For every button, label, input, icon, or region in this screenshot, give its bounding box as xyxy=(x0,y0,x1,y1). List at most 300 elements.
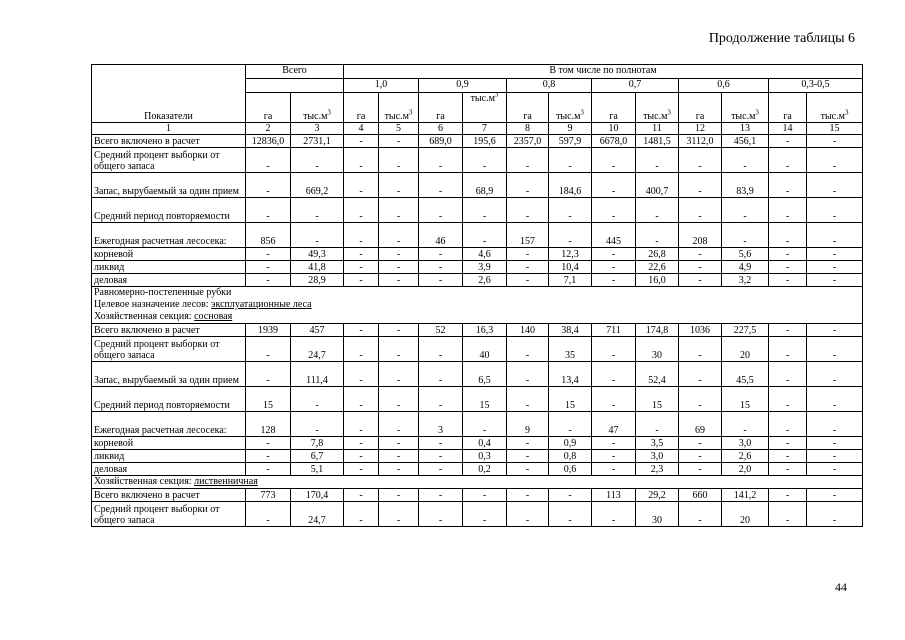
unit-superscript: 3 xyxy=(844,108,849,117)
cell-value: 1939 xyxy=(246,324,291,337)
table-row xyxy=(92,223,863,248)
cell-value: 26,8 xyxy=(636,248,679,261)
cell-value: 3112,0 xyxy=(679,135,722,148)
cell-value: - xyxy=(769,223,807,248)
unit-superscript: 3 xyxy=(408,108,413,117)
cell-value: - xyxy=(419,337,463,362)
cell-value: - xyxy=(769,362,807,387)
cell-value: - xyxy=(344,173,379,198)
cell-value: - xyxy=(679,387,722,412)
unit-ga: га xyxy=(344,93,379,123)
cell-value: 5,6 xyxy=(722,248,769,261)
row-label: деловая xyxy=(92,274,246,287)
row-label: корневой xyxy=(92,437,246,450)
cell-value: 24,7 xyxy=(291,337,344,362)
cell-value: 3,2 xyxy=(722,274,769,287)
cell-value: 3,9 xyxy=(463,261,507,274)
cell-value: 6,5 xyxy=(463,362,507,387)
cell-value: - xyxy=(769,387,807,412)
cell-value: 52 xyxy=(419,324,463,337)
cell-value: - xyxy=(344,148,379,173)
cell-value: 669,2 xyxy=(291,173,344,198)
cell-value: - xyxy=(592,502,636,527)
forest-harvest-table xyxy=(91,64,863,527)
cell-value: - xyxy=(592,173,636,198)
cell-value: - xyxy=(379,437,419,450)
economic-section: Хозяйственная секция: сосновая xyxy=(94,311,233,322)
cell-value: - xyxy=(246,274,291,287)
table-row xyxy=(92,261,863,274)
cell-value: - xyxy=(379,274,419,287)
cell-value: - xyxy=(246,502,291,527)
cell-value: 597,9 xyxy=(549,135,592,148)
cell-value: 2731,1 xyxy=(291,135,344,148)
cell-value: - xyxy=(507,463,549,476)
cell-value: - xyxy=(291,148,344,173)
cell-value: 15 xyxy=(246,387,291,412)
section-heading-row xyxy=(92,287,863,324)
cell-value: - xyxy=(507,173,549,198)
table-row xyxy=(92,450,863,463)
economic-section-value: лиственничная xyxy=(194,476,258,487)
column-number: 4 xyxy=(344,123,379,135)
cell-value: - xyxy=(379,248,419,261)
row-label: Ежегодная расчетная лесосека: xyxy=(92,223,246,248)
cell-value: 2357,0 xyxy=(507,135,549,148)
cell-value: - xyxy=(592,248,636,261)
cell-value: - xyxy=(592,463,636,476)
cell-value: - xyxy=(807,387,863,412)
cell-value: 46 xyxy=(419,223,463,248)
cell-value: 15 xyxy=(463,387,507,412)
cell-value: - xyxy=(679,437,722,450)
cell-value: 29,2 xyxy=(636,489,679,502)
cell-value: 2,6 xyxy=(722,450,769,463)
cell-value: 773 xyxy=(246,489,291,502)
cell-value: 227,5 xyxy=(722,324,769,337)
cell-value: - xyxy=(592,362,636,387)
header-vsego-spacer xyxy=(246,79,344,93)
cell-value: 15 xyxy=(549,387,592,412)
cell-value: 7,8 xyxy=(291,437,344,450)
header-polnota: 0,8 xyxy=(507,79,592,93)
felling-type: Равномерно-постепенные рубки xyxy=(94,287,232,298)
table-row xyxy=(92,489,863,502)
cell-value: - xyxy=(679,502,722,527)
column-number: 8 xyxy=(507,123,549,135)
cell-value: 6,7 xyxy=(291,450,344,463)
cell-value: - xyxy=(592,261,636,274)
unit-tys-m3: $тыс.м^3$ xyxy=(463,93,507,123)
cell-value: - xyxy=(379,324,419,337)
cell-value: - xyxy=(419,248,463,261)
cell-value: - xyxy=(769,489,807,502)
cell-value: 0,2 xyxy=(463,463,507,476)
cell-value: - xyxy=(379,450,419,463)
cell-value: - xyxy=(807,261,863,274)
unit-ga: га xyxy=(592,93,636,123)
cell-value: - xyxy=(291,198,344,223)
column-number: 5 xyxy=(379,123,419,135)
cell-value: - xyxy=(419,274,463,287)
cell-value: - xyxy=(636,198,679,223)
cell-value: - xyxy=(246,173,291,198)
cell-value: 16,3 xyxy=(463,324,507,337)
cell-value: - xyxy=(246,450,291,463)
cell-value: - xyxy=(507,261,549,274)
header-polnota: 1,0 xyxy=(344,79,419,93)
cell-value: 660 xyxy=(679,489,722,502)
row-label: Всего включено в расчет xyxy=(92,489,246,502)
cell-value: 3,0 xyxy=(636,450,679,463)
cell-value: - xyxy=(419,261,463,274)
cell-value: - xyxy=(419,387,463,412)
cell-value: - xyxy=(807,450,863,463)
table-row xyxy=(92,148,863,173)
cell-value: 15 xyxy=(722,387,769,412)
cell-value: 7,1 xyxy=(549,274,592,287)
cell-value: 456,1 xyxy=(722,135,769,148)
cell-value: - xyxy=(592,450,636,463)
cell-value: - xyxy=(769,274,807,287)
table-row xyxy=(92,248,863,261)
cell-value: 45,5 xyxy=(722,362,769,387)
table-row xyxy=(92,412,863,437)
unit-superscript: 3 xyxy=(327,108,331,117)
cell-value: 16,0 xyxy=(636,274,679,287)
row-label: Ежегодная расчетная лесосека: xyxy=(92,412,246,437)
header-polnota: 0,6 xyxy=(679,79,769,93)
cell-value: - xyxy=(679,148,722,173)
cell-value: - xyxy=(769,261,807,274)
section-heading xyxy=(92,476,863,489)
cell-value: - xyxy=(344,223,379,248)
table-row xyxy=(92,274,863,287)
cell-value: - xyxy=(344,337,379,362)
cell-value: - xyxy=(344,198,379,223)
column-number: 14 xyxy=(769,123,807,135)
unit-superscript: 3 xyxy=(494,92,499,99)
unit-tys-m3: $тыс.м^3$ xyxy=(722,93,769,123)
cell-value: 113 xyxy=(592,489,636,502)
cell-value: - xyxy=(419,463,463,476)
table-row xyxy=(92,387,863,412)
cell-value: - xyxy=(636,412,679,437)
cell-value: 30 xyxy=(636,337,679,362)
cell-value: - xyxy=(769,463,807,476)
cell-value: - xyxy=(807,412,863,437)
cell-value: - xyxy=(379,362,419,387)
unit-superscript: 3 xyxy=(755,108,759,117)
cell-value: - xyxy=(769,502,807,527)
cell-value: - xyxy=(769,173,807,198)
column-number: 9 xyxy=(549,123,592,135)
row-label: Запас, вырубаемый за один прием xyxy=(92,362,246,387)
column-number: 6 xyxy=(419,123,463,135)
table-row xyxy=(92,437,863,450)
cell-value: 689,0 xyxy=(419,135,463,148)
cell-value: - xyxy=(344,437,379,450)
cell-value: - xyxy=(463,502,507,527)
column-number: 15 xyxy=(807,123,863,135)
cell-value: - xyxy=(769,324,807,337)
cell-value: - xyxy=(636,148,679,173)
cell-value: - xyxy=(344,248,379,261)
cell-value: - xyxy=(507,198,549,223)
cell-value: - xyxy=(807,437,863,450)
header-polnota: 0,7 xyxy=(592,79,679,93)
cell-value: - xyxy=(419,362,463,387)
cell-value: 4,6 xyxy=(463,248,507,261)
cell-value: - xyxy=(246,437,291,450)
cell-value: 40 xyxy=(463,337,507,362)
forest-purpose: Целевое назначение лесов: эксплуатационные леса xyxy=(94,299,312,310)
cell-value: - xyxy=(807,148,863,173)
cell-value: - xyxy=(549,502,592,527)
cell-value: 457 xyxy=(291,324,344,337)
cell-value: - xyxy=(291,412,344,437)
cell-value: - xyxy=(507,437,549,450)
row-label: Всего включено в расчет xyxy=(92,324,246,337)
cell-value: - xyxy=(246,463,291,476)
cell-value: - xyxy=(807,248,863,261)
cell-value: - xyxy=(507,337,549,362)
cell-value: - xyxy=(246,148,291,173)
cell-value: - xyxy=(679,362,722,387)
cell-value: - xyxy=(636,223,679,248)
column-number: 1 xyxy=(92,123,246,135)
cell-value: - xyxy=(769,148,807,173)
column-number: 2 xyxy=(246,123,291,135)
cell-value: 13,4 xyxy=(549,362,592,387)
cell-value: - xyxy=(592,387,636,412)
cell-value: 0,4 xyxy=(463,437,507,450)
cell-value: 3 xyxy=(419,412,463,437)
cell-value: 195,6 xyxy=(463,135,507,148)
column-number: 3 xyxy=(291,123,344,135)
unit-tys-m3: $тыс.м^3$ xyxy=(291,93,344,123)
cell-value: - xyxy=(592,198,636,223)
cell-value: 208 xyxy=(679,223,722,248)
cell-value: 22,6 xyxy=(636,261,679,274)
cell-value: - xyxy=(463,489,507,502)
cell-value: - xyxy=(722,412,769,437)
row-label: Запас, вырубаемый за один прием xyxy=(92,173,246,198)
cell-value: 3,0 xyxy=(722,437,769,450)
cell-value: - xyxy=(379,489,419,502)
cell-value: 0,8 xyxy=(549,450,592,463)
cell-value: - xyxy=(379,387,419,412)
cell-value: 5,1 xyxy=(291,463,344,476)
cell-value: 68,9 xyxy=(463,173,507,198)
page-number: 44 xyxy=(835,580,847,594)
cell-value: - xyxy=(344,450,379,463)
cell-value: - xyxy=(807,173,863,198)
cell-value: 1481,5 xyxy=(636,135,679,148)
row-label: Средний период повторяемости xyxy=(92,198,246,223)
cell-value: 15 xyxy=(636,387,679,412)
row-label: Средний процент выборки от общего запаса xyxy=(92,148,246,173)
cell-value: 111,4 xyxy=(291,362,344,387)
cell-value: 3,5 xyxy=(636,437,679,450)
cell-value: - xyxy=(344,324,379,337)
cell-value: - xyxy=(246,248,291,261)
cell-value: 157 xyxy=(507,223,549,248)
table-caption: Продолжение таблицы 6 xyxy=(708,31,855,46)
cell-value: 174,8 xyxy=(636,324,679,337)
cell-value: - xyxy=(291,387,344,412)
cell-value: 20 xyxy=(722,337,769,362)
cell-value: - xyxy=(592,337,636,362)
cell-value: - xyxy=(769,198,807,223)
cell-value: - xyxy=(507,362,549,387)
unit-tys-m3: $тыс.м^3$ xyxy=(807,93,863,123)
cell-value: - xyxy=(549,412,592,437)
cell-value: - xyxy=(592,437,636,450)
cell-value: - xyxy=(507,148,549,173)
cell-value: 170,4 xyxy=(291,489,344,502)
unit-tys-m3: $тыс.м^3$ xyxy=(379,93,419,123)
unit-tys-m3: $тыс.м^3$ xyxy=(636,93,679,123)
cell-value: - xyxy=(679,261,722,274)
cell-value: - xyxy=(344,463,379,476)
unit-ga: га xyxy=(507,93,549,123)
cell-value: 9 xyxy=(507,412,549,437)
cell-value: - xyxy=(679,248,722,261)
cell-value: - xyxy=(379,135,419,148)
cell-value: - xyxy=(463,198,507,223)
cell-value: 47 xyxy=(592,412,636,437)
cell-value: - xyxy=(419,173,463,198)
cell-value: - xyxy=(344,412,379,437)
unit-ga: га xyxy=(419,93,463,123)
cell-value: - xyxy=(379,412,419,437)
cell-value: - xyxy=(592,148,636,173)
cell-value: 2,0 xyxy=(722,463,769,476)
row-label: Средний процент выборки от общего запаса xyxy=(92,502,246,527)
cell-value: - xyxy=(507,248,549,261)
economic-section-value: сосновая xyxy=(194,311,233,322)
row-label: Средний процент выборки от общего запаса xyxy=(92,337,246,362)
row-label: деловая xyxy=(92,463,246,476)
cell-value: - xyxy=(769,248,807,261)
cell-value: - xyxy=(807,274,863,287)
cell-value: - xyxy=(679,337,722,362)
cell-value: - xyxy=(679,173,722,198)
cell-value: - xyxy=(344,362,379,387)
cell-value: - xyxy=(379,173,419,198)
cell-value: - xyxy=(807,337,863,362)
cell-value: - xyxy=(807,198,863,223)
unit-tys-m3: $тыс.м^3$ xyxy=(549,93,592,123)
header-polnota: 0,9 xyxy=(419,79,507,93)
cell-value: 141,2 xyxy=(722,489,769,502)
cell-value: - xyxy=(507,450,549,463)
cell-value: - xyxy=(291,223,344,248)
cell-value: 12836,0 xyxy=(246,135,291,148)
forest-purpose-value: эксплуатационные леса xyxy=(211,299,312,310)
table-row xyxy=(92,198,863,223)
cell-value: - xyxy=(419,489,463,502)
cell-value: - xyxy=(807,223,863,248)
cell-value: - xyxy=(769,450,807,463)
table-row xyxy=(92,173,863,198)
table-row xyxy=(92,362,863,387)
cell-value: 856 xyxy=(246,223,291,248)
cell-value: - xyxy=(507,387,549,412)
cell-value: - xyxy=(379,337,419,362)
table-row xyxy=(92,337,863,362)
cell-value: - xyxy=(679,274,722,287)
cell-value: - xyxy=(507,489,549,502)
cell-value: - xyxy=(769,437,807,450)
cell-value: - xyxy=(549,223,592,248)
cell-value: - xyxy=(379,198,419,223)
cell-value: - xyxy=(807,463,863,476)
cell-value: - xyxy=(722,148,769,173)
cell-value: 711 xyxy=(592,324,636,337)
cell-value: 400,7 xyxy=(636,173,679,198)
cell-value: 30 xyxy=(636,502,679,527)
cell-value: - xyxy=(419,502,463,527)
cell-value: 10,4 xyxy=(549,261,592,274)
cell-value: 52,4 xyxy=(636,362,679,387)
cell-value: - xyxy=(379,502,419,527)
header-pokazateli: Показатели xyxy=(92,65,246,123)
unit-ga: га xyxy=(679,93,722,123)
cell-value: - xyxy=(507,274,549,287)
row-label: Средний период повторяемости xyxy=(92,387,246,412)
cell-value: - xyxy=(549,198,592,223)
unit-superscript: 3 xyxy=(580,108,584,117)
cell-value: - xyxy=(807,489,863,502)
cell-value: 1036 xyxy=(679,324,722,337)
cell-value: 184,6 xyxy=(549,173,592,198)
cell-value: - xyxy=(549,148,592,173)
cell-value: - xyxy=(419,437,463,450)
column-number: 7 xyxy=(463,123,507,135)
row-label: ликвид xyxy=(92,450,246,463)
cell-value: 69 xyxy=(679,412,722,437)
cell-value: 2,6 xyxy=(463,274,507,287)
table-row xyxy=(92,463,863,476)
cell-value: - xyxy=(344,135,379,148)
cell-value: - xyxy=(507,502,549,527)
cell-value: 128 xyxy=(246,412,291,437)
section-heading xyxy=(92,287,863,324)
cell-value: - xyxy=(463,412,507,437)
cell-value: - xyxy=(344,387,379,412)
cell-value: - xyxy=(344,489,379,502)
cell-value: 28,9 xyxy=(291,274,344,287)
economic-section: Хозяйственная секция: лиственничная xyxy=(94,476,258,487)
cell-value: 24,7 xyxy=(291,502,344,527)
column-number: 12 xyxy=(679,123,722,135)
cell-value: - xyxy=(592,274,636,287)
cell-value: - xyxy=(807,135,863,148)
column-number: 11 xyxy=(636,123,679,135)
cell-value: - xyxy=(807,502,863,527)
cell-value: - xyxy=(463,148,507,173)
cell-value: - xyxy=(344,274,379,287)
cell-value: - xyxy=(379,463,419,476)
cell-value: 38,4 xyxy=(549,324,592,337)
cell-value: 49,3 xyxy=(291,248,344,261)
row-label: ликвид xyxy=(92,261,246,274)
cell-value: - xyxy=(769,337,807,362)
cell-value: - xyxy=(246,362,291,387)
cell-value: 41,8 xyxy=(291,261,344,274)
